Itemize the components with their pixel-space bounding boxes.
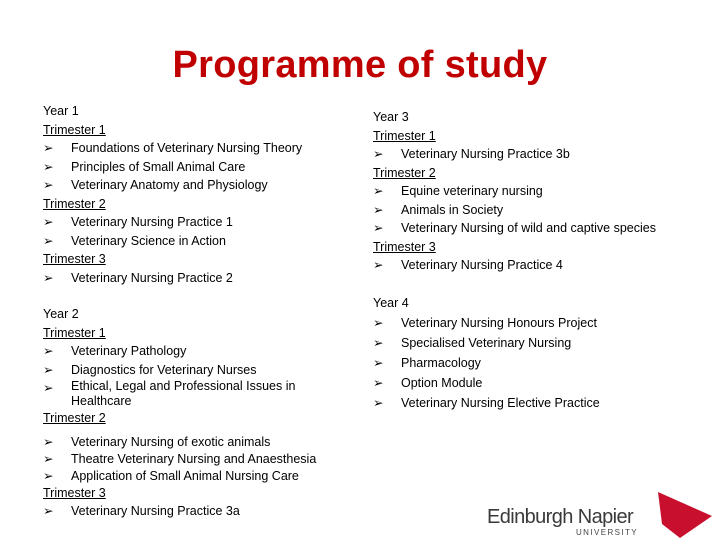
list-item xyxy=(43,269,343,288)
arrow-bullet-icon: ➢ xyxy=(43,344,54,358)
module-name: Principles of Small Animal Care xyxy=(71,159,246,174)
list-item xyxy=(373,313,703,333)
arrow-bullet-icon: ➢ xyxy=(373,355,384,370)
arrow-bullet-icon: ➢ xyxy=(373,184,384,198)
module-name: Theatre Veterinary Nursing and Anaesthesia xyxy=(71,451,317,466)
year-3-trimester-3: Trimester 3 xyxy=(373,239,436,254)
arrow-bullet-icon: ➢ xyxy=(43,159,54,174)
list-item xyxy=(43,213,343,232)
module-name: Specialised Veterinary Nursing xyxy=(401,335,572,350)
module-name: Veterinary Nursing of wild and captive species xyxy=(401,221,656,235)
module-name: Veterinary Science in Action xyxy=(71,233,226,248)
list-item xyxy=(43,176,343,195)
arrow-bullet-icon: ➢ xyxy=(43,381,54,395)
list-item xyxy=(373,201,703,220)
list-item xyxy=(373,182,703,201)
arrow-bullet-icon: ➢ xyxy=(43,504,54,518)
arrow-bullet-icon: ➢ xyxy=(373,395,384,410)
list-item xyxy=(43,434,343,451)
module-name: Diagnostics for Veterinary Nurses xyxy=(71,362,257,377)
arrow-bullet-icon: ➢ xyxy=(373,202,384,217)
arrow-bullet-icon: ➢ xyxy=(43,233,54,248)
list-item xyxy=(373,393,703,413)
year-1-trimester-3: Trimester 3 xyxy=(43,252,106,266)
module-name: Ethical, Legal and Professional Issues in Healthcare xyxy=(71,379,296,408)
list-item xyxy=(43,502,343,521)
list-item xyxy=(43,139,343,158)
module-name: Veterinary Nursing Practice 4 xyxy=(401,258,563,272)
module-name: Option Module xyxy=(401,375,483,390)
list-item xyxy=(373,256,703,275)
list-item xyxy=(43,361,343,380)
arrow-bullet-icon: ➢ xyxy=(373,147,384,161)
year-1-trimester-1: Trimester 1 xyxy=(43,122,106,137)
module-name: Veterinary Nursing Honours Project xyxy=(401,315,597,330)
year-2-heading: Year 2 xyxy=(43,307,79,321)
year-4-heading: Year 4 xyxy=(373,295,409,310)
left-column xyxy=(43,102,343,521)
arrow-bullet-icon: ➢ xyxy=(43,451,54,466)
year-3-heading: Year 3 xyxy=(373,110,409,124)
arrow-bullet-icon: ➢ xyxy=(373,375,384,390)
module-name: Veterinary Nursing Practice 3a xyxy=(71,504,240,518)
logo-subtitle: UNIVERSITY xyxy=(576,528,639,537)
list-item xyxy=(43,379,343,409)
right-column xyxy=(373,108,703,413)
year-1-trimester-2: Trimester 2 xyxy=(43,196,106,211)
list-item xyxy=(43,232,343,251)
list-item xyxy=(43,451,343,468)
module-name: Veterinary Pathology xyxy=(71,344,187,358)
list-item xyxy=(43,468,343,484)
module-name: Veterinary Nursing Practice 1 xyxy=(71,215,233,229)
module-name: Equine veterinary nursing xyxy=(401,184,543,198)
logo-wordmark: Edinburgh Napier xyxy=(487,506,634,528)
module-name: Veterinary Nursing Elective Practice xyxy=(401,395,600,410)
page-title: Programme of study xyxy=(172,44,548,86)
year-2-trimester-3: Trimester 3 xyxy=(43,485,106,500)
list-item xyxy=(43,158,343,177)
module-name: Veterinary Anatomy and Physiology xyxy=(71,178,268,192)
arrow-bullet-icon: ➢ xyxy=(373,315,384,330)
year-3-trimester-1: Trimester 1 xyxy=(373,128,436,143)
module-name: Foundations of Veterinary Nursing Theory xyxy=(71,141,303,155)
module-name: Veterinary Nursing Practice 2 xyxy=(71,270,233,285)
list-item xyxy=(373,145,703,164)
list-item xyxy=(373,373,703,393)
arrow-bullet-icon: ➢ xyxy=(43,270,54,285)
year-2-trimester-1: Trimester 1 xyxy=(43,325,106,340)
arrow-bullet-icon: ➢ xyxy=(43,141,54,155)
module-name: Veterinary Nursing Practice 3b xyxy=(401,147,570,161)
year-1-heading: Year 1 xyxy=(43,104,79,118)
arrow-bullet-icon: ➢ xyxy=(43,178,54,192)
arrow-bullet-icon: ➢ xyxy=(43,362,54,377)
list-item xyxy=(43,342,343,361)
arrow-bullet-icon: ➢ xyxy=(43,468,54,483)
university-logo xyxy=(480,490,712,538)
arrow-bullet-icon: ➢ xyxy=(373,335,384,350)
module-name: Pharmacology xyxy=(401,355,481,370)
module-name: Animals in Society xyxy=(401,202,504,217)
year-3-trimester-2: Trimester 2 xyxy=(373,165,436,180)
module-name: Application of Small Animal Nursing Care xyxy=(71,468,299,483)
year-2-trimester-2: Trimester 2 xyxy=(43,411,106,425)
arrow-bullet-icon: ➢ xyxy=(373,258,384,272)
module-name: Veterinary Nursing of exotic animals xyxy=(71,434,271,449)
list-item xyxy=(373,333,703,353)
arrow-bullet-icon: ➢ xyxy=(43,215,54,229)
list-item xyxy=(373,219,703,238)
list-item xyxy=(373,353,703,373)
arrow-bullet-icon: ➢ xyxy=(373,221,384,235)
arrow-bullet-icon: ➢ xyxy=(43,434,54,449)
